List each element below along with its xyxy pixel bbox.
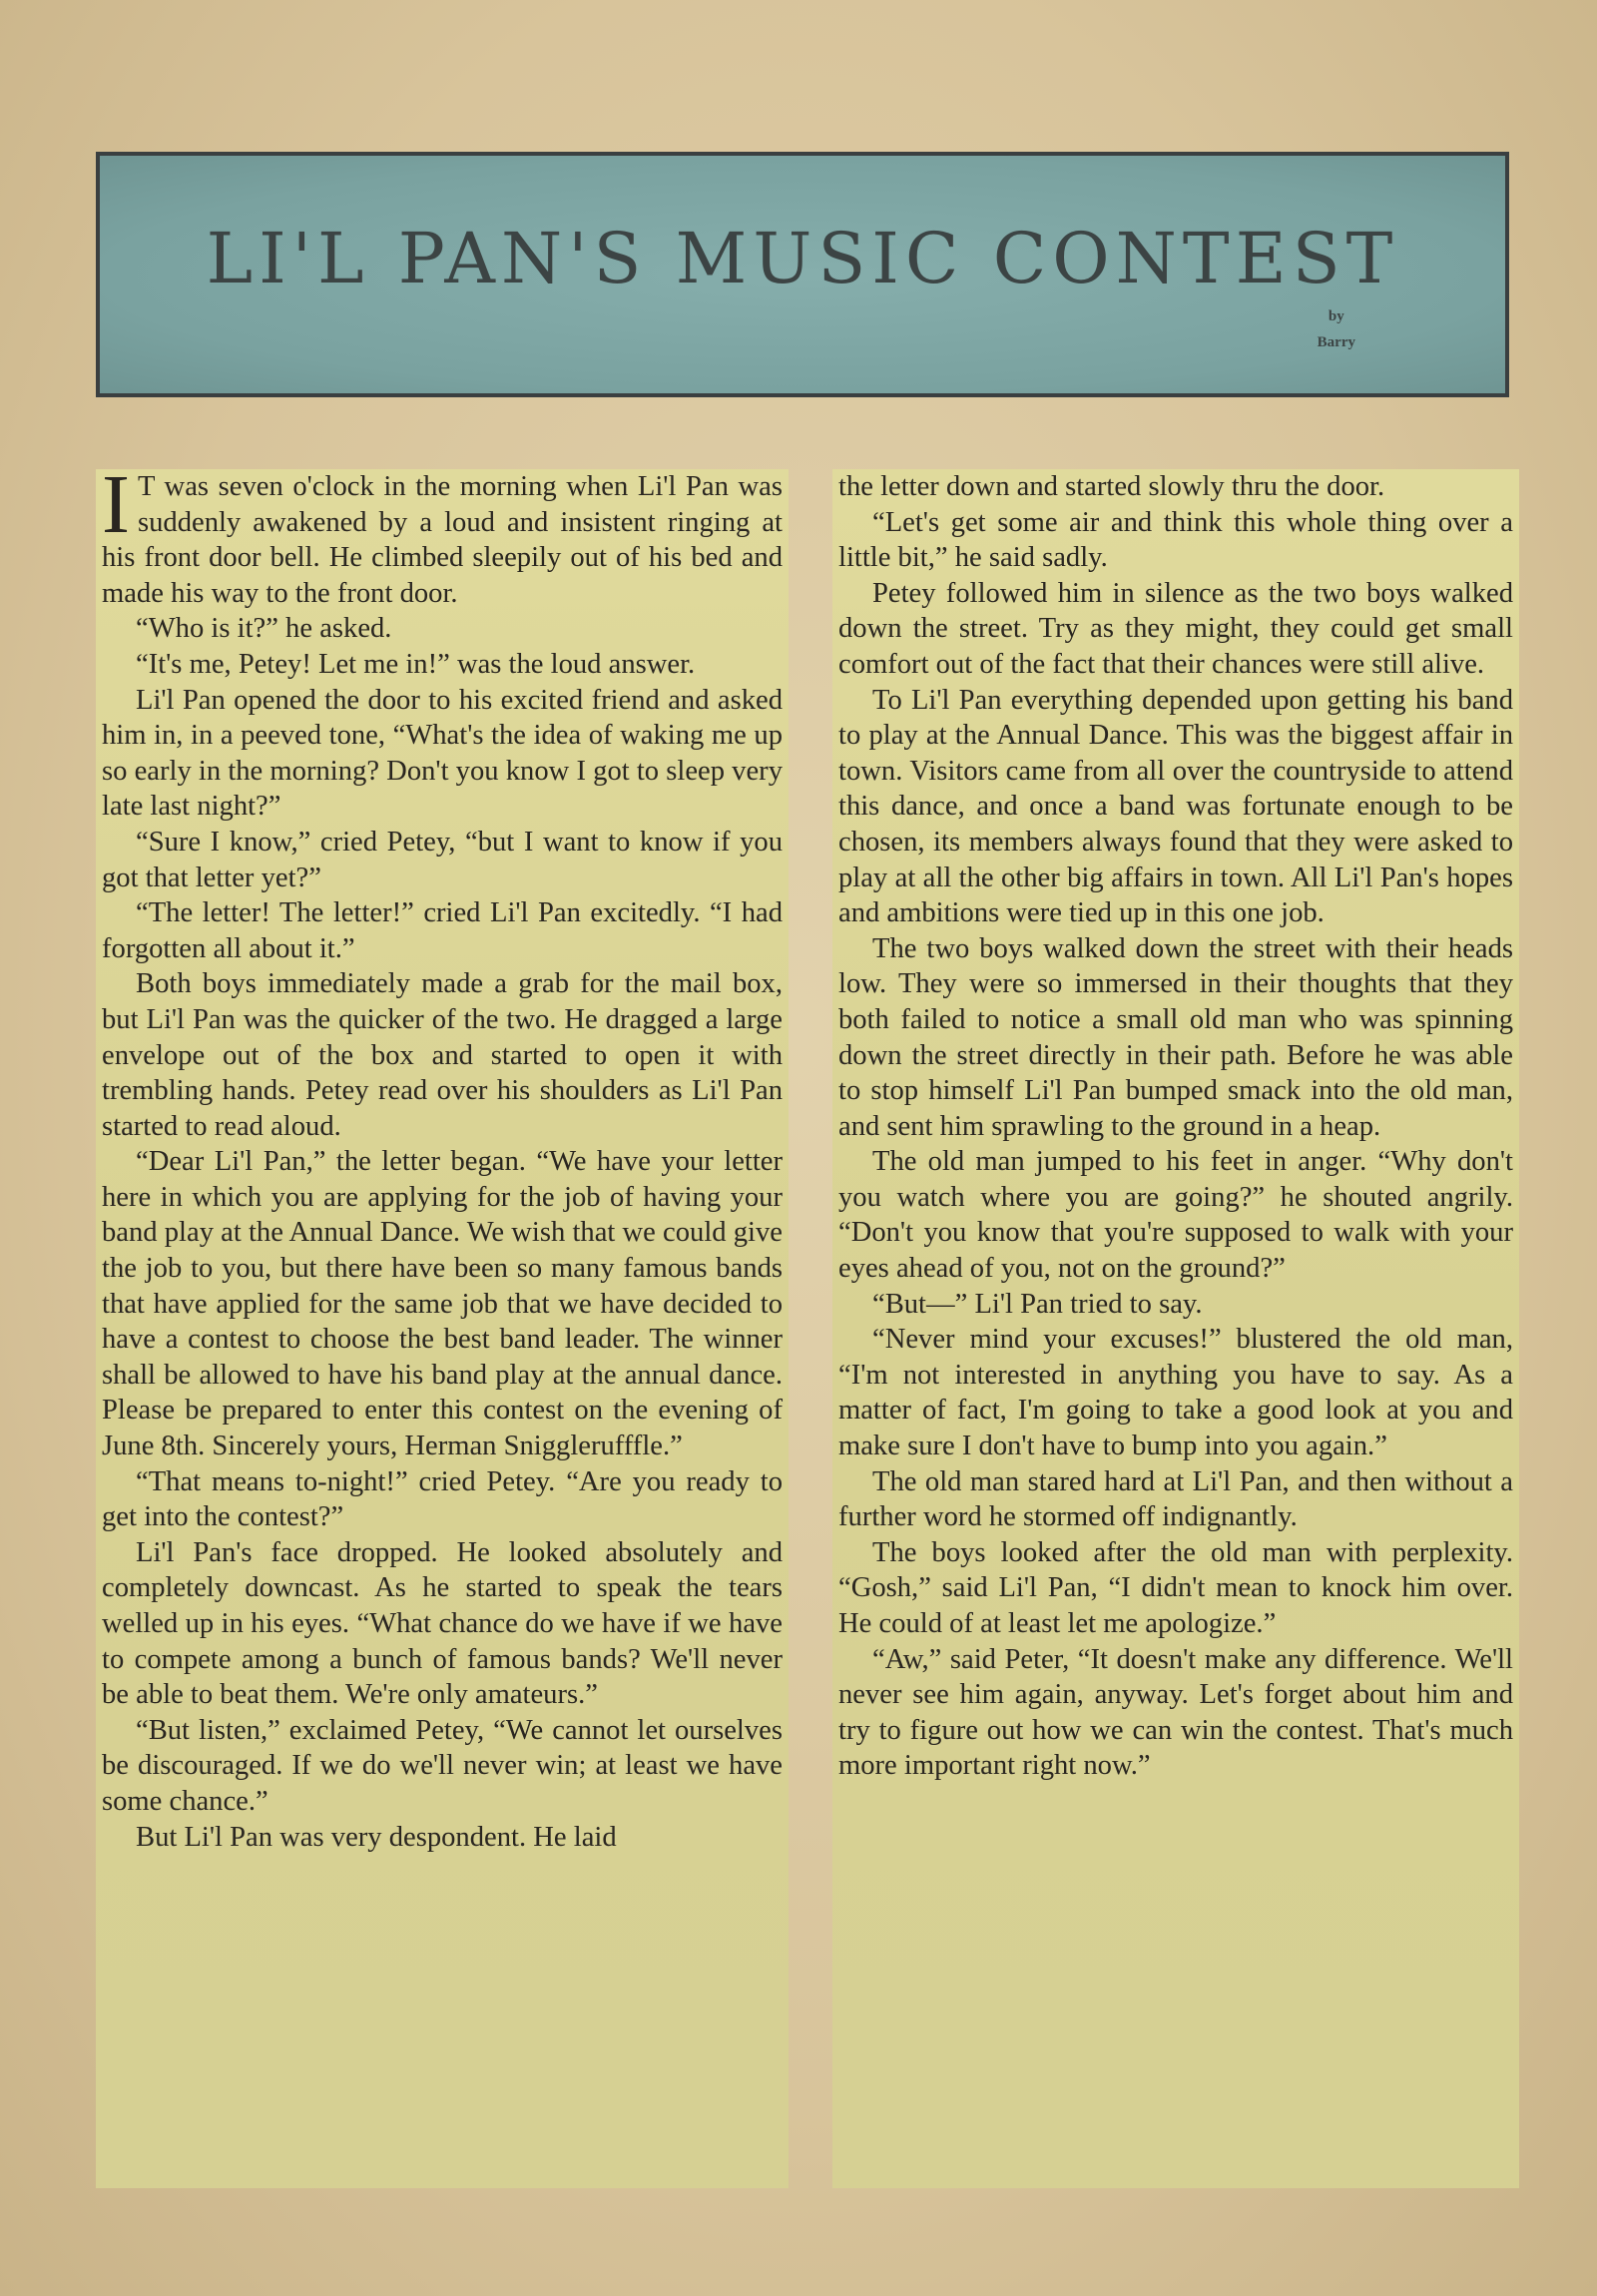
paragraph: “Never mind your excuses!” blustered the old man, “I'm not interested in anything you have to say. As a matter of fact, I'm going to take a good look at you and make sure I don't have to bump into you again.”	[838, 1324, 1513, 1462]
paragraph: “Let's get some air and think this whole thing over a little bit,” he said sadly.	[838, 506, 1513, 574]
paragraph: Li'l Pan opened the door to his excited friend and asked him in, in a peeved tone, “What's the idea of waking me up so early in the morning? Don't you know I got to sleep very late last night?”	[102, 684, 783, 823]
paragraph: The two boys walked down the street with their heads low. They were so immersed in their thoughts that they both failed to notice a small old man who was spinning down the street directly in their path. Before he was able to stop himself Li'l Pan bumped smack into the old man, and sent him sprawling to the ground in a heap.	[838, 932, 1513, 1142]
paragraph: Both boys immediately made a grab for the mail box, but Li'l Pan was the quicker of the two. He dragged a large envelope out of the box and started to open it with trembling hands. Petey read over his shoulders as Li'l Pan started to read aloud.	[102, 968, 783, 1142]
byline-by: by	[1328, 308, 1344, 324]
right-column	[832, 469, 1519, 2188]
paragraph-text: T was seven o'clock in the morning when Li'l Pan was suddenly awakened by a loud and insistent ringing at his front door bell. He climbed sleepily out of his bed and made his way to the front door.	[102, 471, 783, 609]
left-column	[96, 469, 789, 2188]
paragraph: Petey followed him in silence as the two boys walked down the street. Try as they might, they could get small comfort out of the fact that their chances were still alive.	[838, 577, 1513, 680]
drop-cap: I	[102, 469, 130, 551]
paragraph	[102, 469, 783, 611]
paragraph: “Sure I know,” cried Petey, “but I want to know if you got that letter yet?”	[102, 826, 783, 893]
paragraph: The old man jumped to his feet in anger. “Why don't you watch where you are going?” he shouted angrily. “Don't you know that you're supposed to walk with your eyes ahead of you, not on the ground?”	[838, 1146, 1513, 1285]
paragraph: “Who is it?” he asked.	[136, 613, 392, 645]
paragraph: “It's me, Petey! Let me in!” was the loud answer.	[136, 648, 696, 680]
paragraph: the letter down and started slowly thru the door.	[838, 471, 1385, 502]
title-banner	[96, 152, 1509, 397]
paragraph: “That means to-night!” cried Petey. “Are you ready to get into the contest?”	[102, 1465, 783, 1533]
byline	[1318, 303, 1355, 355]
paragraph: To Li'l Pan everything depended upon getting his band to play at the Annual Dance. This was the biggest affair in town. Visitors came from all over the countryside to attend this dance, and once a band was fortunate enough to be chosen, its members always found that they were asked to play at all the other big affairs in town. All Li'l Pan's hopes and ambitions were tied up in this one job.	[838, 684, 1513, 929]
paragraph: “Aw,” said Peter, “It doesn't make any difference. We'll never see him again, anyway. Let's forget about him and try to figure out how we can win the contest. That's much more important right now.”	[838, 1643, 1513, 1782]
paragraph: “But listen,” exclaimed Petey, “We cannot let ourselves be discouraged. If we do we'll never win; at least we have some chance.”	[102, 1714, 783, 1817]
story-title: LI'L PAN'S MUSIC CONTEST	[206, 218, 1399, 299]
paragraph: The old man stared hard at Li'l Pan, and then without a further word he stormed off indignantly.	[838, 1465, 1513, 1533]
paragraph: Li'l Pan's face dropped. He looked absolutely and completely downcast. As he started to speak the tears welled up in his eyes. “What chance do we have if we have to compete among a bunch of famous bands? We'll never be able to beat them. We're only amateurs.”	[102, 1536, 783, 1711]
paragraph: The boys looked after the old man with perplexity. “Gosh,” said Li'l Pan, “I didn't mean to knock him over. He could of at least let me apologize.”	[838, 1536, 1513, 1639]
byline-author: Barry	[1317, 334, 1355, 350]
paragraph: But Li'l Pan was very despondent. He laid	[136, 1821, 617, 1853]
paragraph: “Dear Li'l Pan,” the letter began. “We have your letter here in which you are applying for the job of having your band play at the Annual Dance. We wish that we could give the job to you, but there have been so many famous bands that have applied for the same job that we have decided to have a contest to choose the best band leader. The winner shall be allowed to have his band play at the annual dance. Please be prepared to enter this contest on the evening of June 8th. Sincerely yours, Herman Snigglerufffle.”	[102, 1146, 783, 1462]
paragraph: “The letter! The letter!” cried Li'l Pan excitedly. “I had forgotten all about it.”	[102, 897, 783, 964]
paragraph: “But—” Li'l Pan tried to say.	[872, 1288, 1203, 1320]
